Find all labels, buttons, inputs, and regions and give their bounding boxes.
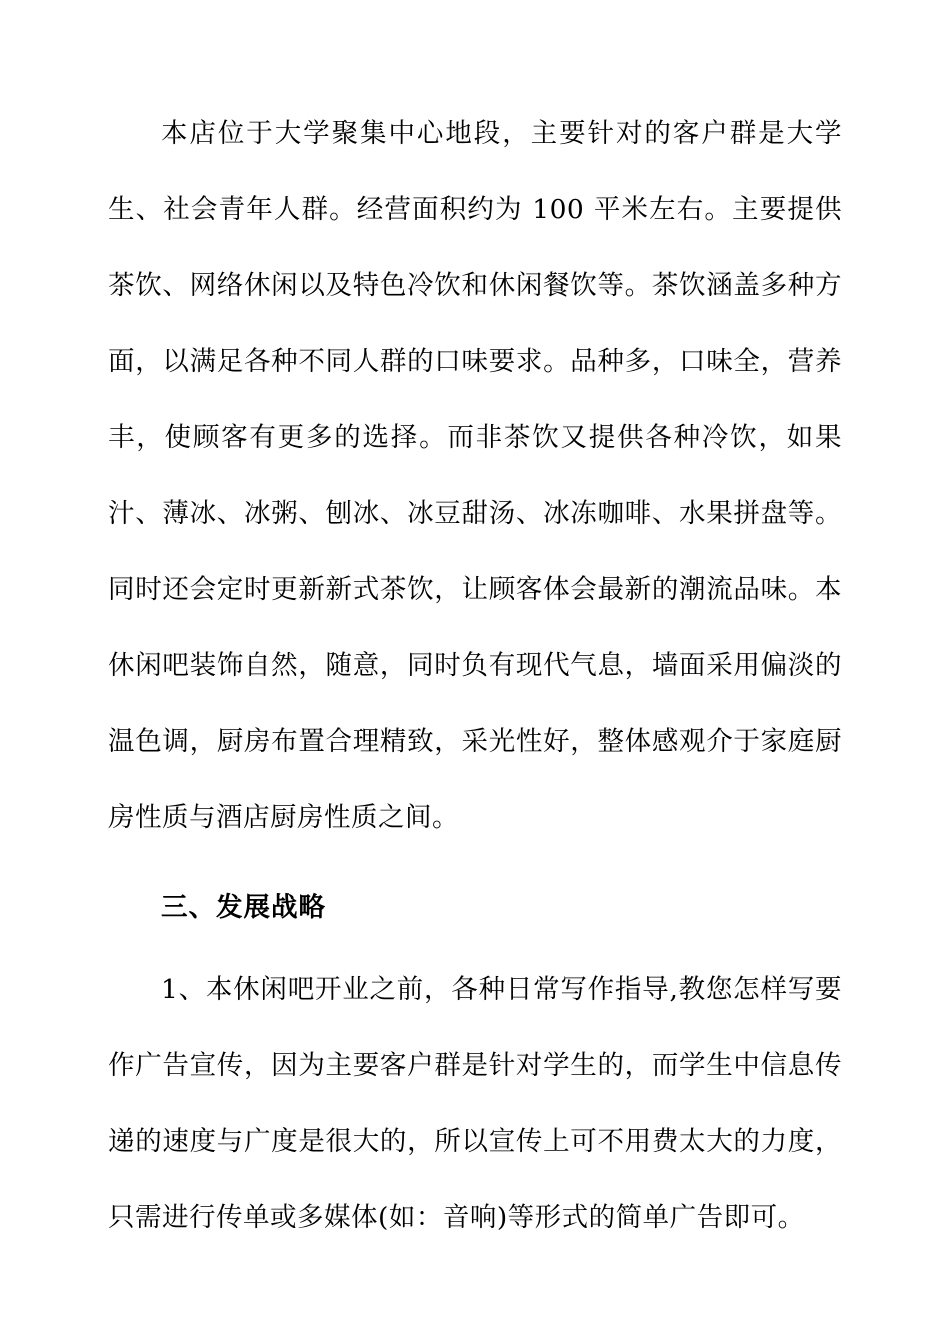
paragraph-advertising-plan: 1、本休闲吧开业之前，各种日常写作指导,教您怎样写要作广告宣传，因为主要客户群是针对学生的，而学生中信息传递的速度与广度是很大的，所以宣传上可不用费太大的力度，只需进行传单或多媒体(如：音响)等形式的简单广告即可。 xyxy=(108,974,842,1233)
section-heading-development-strategy: 三、发展战略 xyxy=(161,892,326,923)
paragraph-business-overview: 本店位于大学聚集中心地段，主要针对的客户群是大学生、社会青年人群。经营面积约为 100 平米左右。主要提供茶饮、网络休闲以及特色冷饮和休闲餐饮等。茶饮涵盖多种方面，以满足各种不同人群的口味要求。品种多，口味全，营养丰，使顾客有更多的选择。而非茶饮又提供各种冷饮，如果汁、薄冰、冰粥、刨冰、冰豆甜汤、冰冻咖啡、水果拼盘等。同时还会定时更新新式茶饮，让顾客体会最新的潮流品味。本休闲吧装饰自然，随意，同时负有现代气息，墙面采用偏淡的温色调，厨房布置合理精致，采光性好，整体感观介于家庭厨房性质与酒店厨房性质之间。 xyxy=(108,118,842,833)
document-body xyxy=(108,96,842,1256)
